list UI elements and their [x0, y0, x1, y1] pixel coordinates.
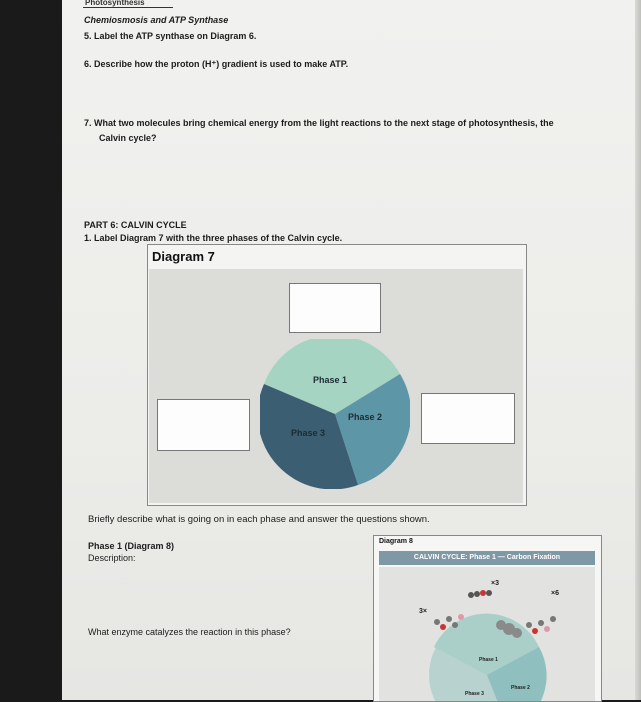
part6-question-1: 1. Label Diagram 7 with the three phases of the Calvin cycle.	[84, 233, 343, 243]
enzyme-question: What enzyme catalyzes the reaction in this phase?	[88, 627, 291, 637]
calvin-cycle-pie	[260, 339, 410, 489]
molecule-co2	[468, 590, 492, 598]
banner-dash: —	[497, 554, 507, 561]
page-edge	[635, 0, 641, 700]
diagram-8-title: Diagram 8	[379, 538, 413, 545]
section-title: Chemiosmosis and ATP Synthase	[84, 15, 229, 25]
description-label: Description:	[88, 553, 136, 563]
label-x6: ×6	[551, 590, 559, 597]
diagram-8-banner	[379, 551, 595, 565]
label-box-top[interactable]	[289, 283, 381, 333]
question-7-line1: 7. What two molecules bring chemical energy from the light reactions to the next stage of photosynthesis, the	[84, 118, 554, 128]
label-3x: 3×	[419, 608, 427, 615]
label-x3: ×3	[491, 580, 499, 587]
instructions: Briefly describe what is going on in each phase and answer the questions shown.	[88, 514, 430, 525]
part6-title: PART 6: CALVIN CYCLE	[84, 220, 187, 230]
banner-right: Carbon Fixation	[506, 554, 561, 561]
label-phase3: Phase 3	[465, 691, 484, 697]
diagram-8-illustration	[379, 567, 595, 701]
header-title: Photosynthesis	[85, 0, 145, 7]
question-7-line2: Calvin cycle?	[99, 133, 157, 143]
diagram-7-title: Diagram 7	[152, 249, 215, 264]
pie-label-phase-2: Phase 2	[348, 412, 383, 422]
phase1-heading: Phase 1 (Diagram 8)	[88, 541, 175, 551]
header-underline	[83, 7, 173, 8]
banner-left: CALVIN CYCLE: Phase 1	[413, 554, 496, 561]
diagram-8	[373, 535, 602, 702]
question-5: 5. Label the ATP synthase on Diagram 6.	[84, 31, 257, 41]
pie-label-phase-3: Phase 3	[291, 428, 326, 438]
label-phase1: Phase 1	[479, 657, 498, 663]
diagram-8-art	[379, 567, 595, 701]
label-phase2: Phase 2	[511, 685, 530, 691]
label-box-left[interactable]	[157, 399, 250, 451]
question-6: 6. Describe how the proton (H⁺) gradient is used to make ATP.	[84, 59, 349, 69]
pie-label-phase-1: Phase 1	[313, 375, 348, 385]
label-box-right[interactable]	[421, 393, 515, 444]
molecule-3pga	[526, 616, 556, 634]
